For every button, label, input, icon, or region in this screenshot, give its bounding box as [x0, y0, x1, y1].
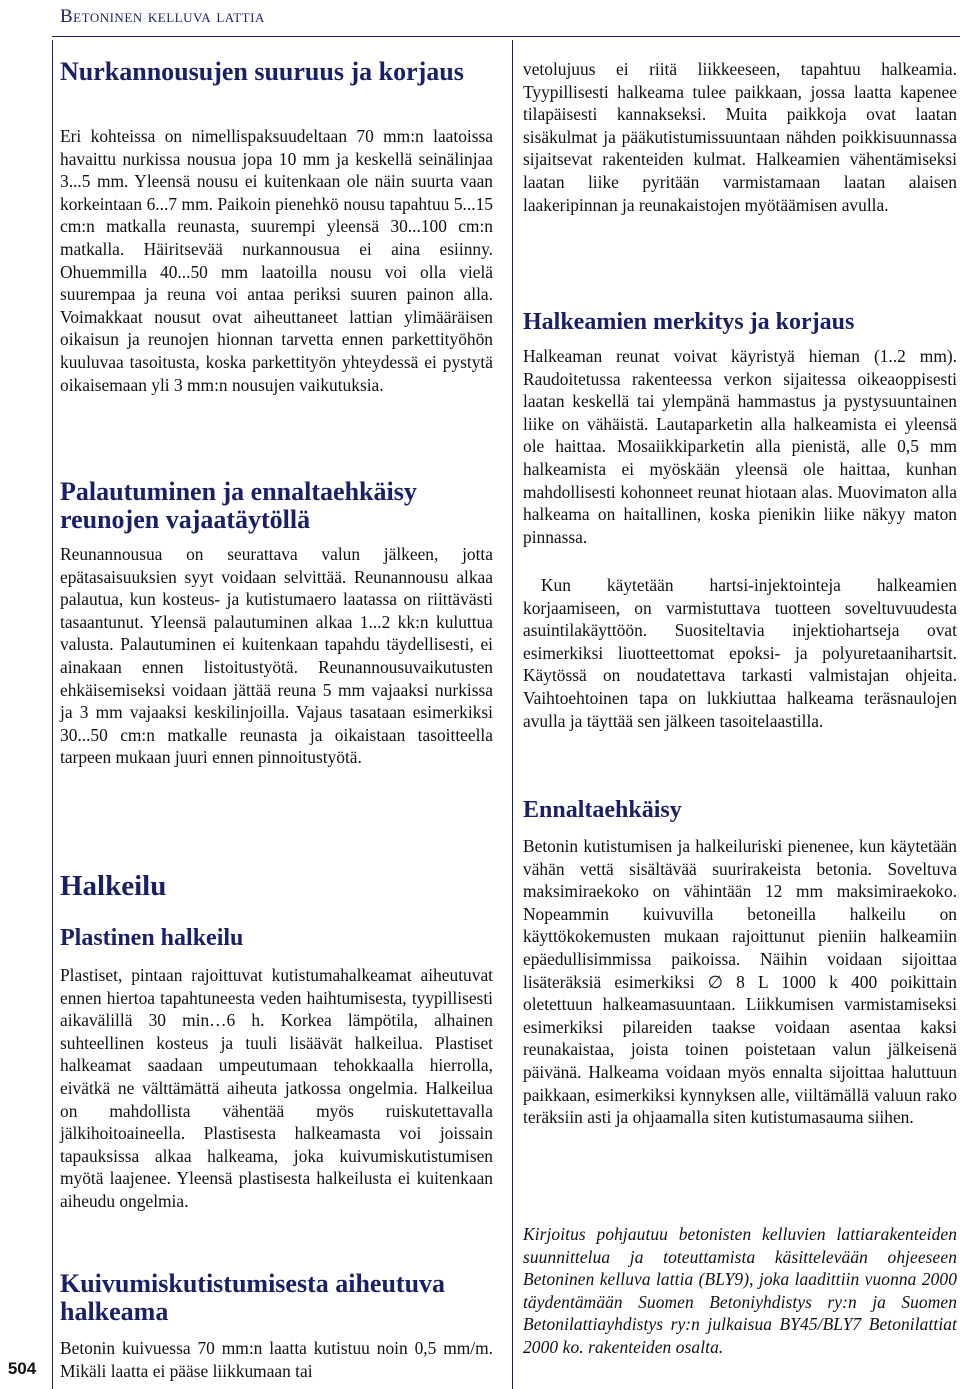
paragraph: Betonin kutistumisen ja halkeiluriski pienenee, kun käytetään vähän vettä sisältävää suurirakeista betonia. Soveltuva maksimiraekoko on vähintään 12 mm maksimiraekoko. Nopeammin kuivuvilla betoneilla halkeilu on käyttökokemusten mukaan rajoittunut pieniin halkeamiin epäedullisimmissa paikoissa. Näihin voidaan sijoittaa lisäteräksiä esimerkiksi ∅ 8 L 1000 k 400 poikittain oletettuun halkeamasuuntaan. Liikkumisen varmistamiseksi esimerkiksi pilareiden taakse voidaan asentaa kaksi reunakaistaa, joista toinen poistetaan valun jälkeisenä päivänä. Halkeama voidaan myös ennalta sijoittaa haluttuun paikkaan, esimerkiksi kynnyksen alle, viiltämällä valuun rako teräksiin asti ja ohjaamalla siten kutistumasauma siihen. [523, 836, 957, 1128]
header-rule [52, 36, 960, 37]
section-body [523, 574, 957, 732]
source-note-block [523, 1223, 957, 1359]
section-body [60, 1337, 493, 1382]
paragraph: Reunannousua on seurattava valun jälkeen, jotta epätasaisuuksien syyt voidaan selvittää. Reunannousu alkaa palautua, kun kosteus- ja kutistumaero laatassa on riittävästi tasaantunut. Yleensä palautuminen alkaa 1...2 kk:n kuluttua valusta. Palautuminen ei kuitenkaan tapahdu täydellisesti, ei ainakaan ennen listoitustyötä. Reunannousuvaikutusten ehkäisemiseksi voidaan jättää reuna 5 mm vajaaksi nurkissa ja 3 mm vajaaksi keskilinjoilla. Vajaus tasataan esimerkiksi 30...50 cm:n matkalle reunasta ja oikaistaan tasoitteella tarpeen mukaan juuri ennen pinnoitustyötä. [60, 544, 493, 768]
section-body [523, 58, 957, 216]
section-heading: Kuivumiskutistumisesta aiheutuva halkeama [60, 1269, 446, 1326]
section-body [523, 835, 957, 1129]
source-note: Kirjoitus pohjautuu betonisten kelluvien lattiarakenteiden suunnittelua ja toteuttamista käsittelevään ohjeeseen Betoninen kelluva lattia (BLY9), joka laadittiin vuonna 2000 täydentämään Suomen Betoniyhdistys ry:n ja Suomen Betonilattiayhdistys ry:n julkaisua BY45/BLY7 Betonilattiat 2000 ko. rakenteiden osalta. [523, 1224, 957, 1357]
section-heading: Nurkannousujen suuruus ja korjaus [60, 57, 464, 86]
section-plastinen [60, 924, 493, 952]
column-divider [512, 40, 513, 1389]
section-ennaltaehkaisy [523, 796, 957, 824]
section-halkeilu [60, 870, 493, 902]
section-merkitys [523, 308, 957, 336]
paragraph: Plastiset, pintaan rajoittuvat kutistumahalkeamat aiheutuvat ennen hiertoa tapahtuneesta veden haihtumisesta, tyypillisesti aikavälillä 30 min…6 h. Korkea lämpötila, alhainen suhteellinen kosteus ja tuuli lisäävät halkeilua. Plastiset halkeamat saadaan umpeutumaan tehokkaalla hierrolla, eivätkä ne välttämättä aiheuta jatkossa ongelmia. Halkeilua on mahdollista vähentää myös ruiskutettavalla jälkihoitoaineella. Plastisesta halkeamasta voi joissain tapauksissa alkaa halkeama, joka kuivumiskutistumisen myötä laajenee. Yleensä plastisesta halkeilusta ei kuitenkaan aiheudu ongelmia. [60, 965, 493, 1211]
chapter-heading: Halkeilu [60, 870, 167, 902]
section-heading: Palautuminen ja ennaltaehkäisy reunojen vajaatäytöllä [60, 477, 417, 534]
running-title: Betoninen kelluva lattia [60, 6, 265, 27]
paragraph: Halkeaman reunat voivat käyristyä hieman (1..2 mm). Raudoitetussa rakenteessa verkon sijaitessa oikeaoppisesti laatan keskellä tai ylempänä hammastus ja pystysuuntainen liike on vähäistä. Lautaparketin alla halkeamista ei yleensä ole haittaa. Mosaiikkiparketin alla pienistä, alle 0,5 mm halkeamista ei myöskään yleensä ole haittaa, kunhan mahdollisesti kohonneet reunat hiotaan alas. Muovimaton alla halkeama on haitallinen, koska pienikin liike näkyy maton pinnassa. [523, 346, 957, 547]
margin-rule [52, 40, 53, 1389]
section-kuivumis [60, 1270, 493, 1326]
section-body [523, 345, 957, 548]
paragraph: vetolujuus ei riitä liikkeeseen, tapahtuu halkeamia. Tyypillisesti halkeama tulee paikkaan, jossa laatta kapenee tilapäisesti kannakseksi. Muita paikkoja ovat laatan sisäkulmat ja pääkutistumissuuntaan nähden poikkisuunnassa sijaitsevat rakenteiden kulmat. Halkeamien vähentämiseksi laatan liike pyritään varmistamaan laatan alaisen laakeripinnan ja reunakaistojen myötäämisen avulla. [523, 59, 957, 215]
page-number: 504 [7, 1359, 37, 1378]
running-header [0, 0, 960, 42]
section-palautuminen [60, 478, 493, 534]
section-body [60, 964, 493, 1213]
section-nurkannousu [60, 58, 493, 86]
section-heading: Halkeamien merkitys ja korjaus [523, 309, 855, 335]
paragraph: Betonin kuivuessa 70 mm:n laatta kutistuu noin 0,5 mm/m. Mikäli laatta ei pääse liikkumaan tai [60, 1338, 493, 1381]
section-body [60, 543, 493, 769]
section-heading: Ennaltaehkäisy [523, 797, 682, 823]
paragraph: Eri kohteissa on nimellispaksuudeltaan 70 mm:n laatoissa havaittu nurkissa nousua jopa 10 mm ja keskellä seinälinjaa 3...5 mm. Yleensä nousu ei kuitenkaan ole näin suurta vaan korkeintaan 6...7 mm. Paikoin pienehkö nousu tapahtuu 5...15 cm:n matkalla reunasta, suurempi yleensä 30...100 cm:n matkalla. Häiritsevää nurkannousua ei aina esiinny. Ohuemmilla 40...50 mm laatoilla nousu voi olla vielä suurempaa ja reuna voi antaa periksi suuren painon alla. Voimakkaat nousut ovat aiheuttaneet lattian ylimääräisen oikaisun ja reunojen hionnan tarvetta ennen parkettityöhön kuuluvaa tasoitusta, koska parkettityön yhteydessä ei pystytä oikaisemaan yli 3 mm:n nousujen vaikutuksia. [60, 126, 493, 395]
paragraph: Kun käytetään hartsi-injektointeja halkeamien korjaamiseen, on varmistuttava tuotteen soveltuvuudesta asuintilakäyttöön. Suositeltavia injektiohartseja ovat esimerkiksi liuotteettomat epoksi- ja polyuretaanihartsit. Käytössä on noudatettava tarkasti valmistajan ohjeita. Vaihtoehtoinen tapa on lukkiuttaa halkeama teräsnaulojen avulla ja täyttää sen jälkeen tasoitelaastilla. [523, 575, 957, 731]
section-body [60, 125, 493, 396]
subsection-heading: Plastinen halkeilu [60, 925, 244, 951]
